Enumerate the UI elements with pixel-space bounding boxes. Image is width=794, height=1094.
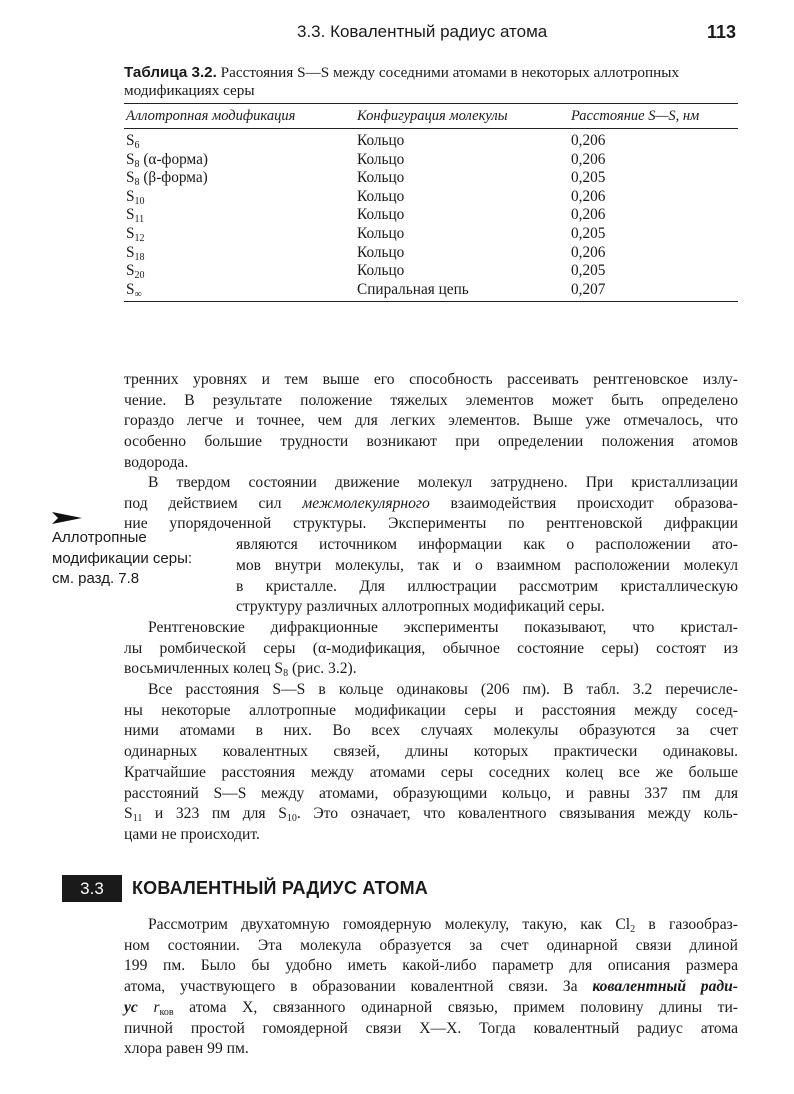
configuration-cell: Кольцо — [357, 206, 405, 224]
table-row — [124, 188, 738, 207]
text-line: восьмичленных колец $S_8$ (рис. 3.2). — [124, 660, 357, 680]
configuration-cell: Кольцо — [357, 262, 405, 280]
configuration-cell: Кольцо — [357, 187, 405, 205]
distance-cell: 0,205 — [571, 224, 606, 242]
text-line: 199 пм. Было бы удобно иметь какой-либо параметр для описания размера — [124, 957, 738, 975]
text-line: атома, участвующего в образовании ковалентной связи. За ковалентный ради- — [124, 978, 738, 996]
margin-arrow-icon — [52, 512, 82, 524]
configuration-cell: Спиральная цепь — [357, 280, 469, 298]
text-line: под действием сил межмолекулярного взаимодействия происходит образова- — [124, 494, 738, 512]
text-line: тренних уровнях и тем выше его способность рассеивать рентгеновское излу- — [124, 371, 738, 388]
text-line: Все расстояния S—S в кольце одинаковы (206 пм). В табл. 3.2 перечисле- — [148, 681, 738, 698]
section-title: КОВАЛЕНТНЫЙ РАДИУС АТОМА — [132, 878, 428, 898]
margin-note-line: см. разд. 7.8 — [52, 570, 140, 587]
table-caption — [124, 64, 738, 100]
text-line: ны некоторые аллотропные модификации серы и расстояния между сосед- — [124, 701, 738, 719]
table-header-configuration: Конфигурация молекулы — [357, 108, 508, 124]
text-line: в кристалле. Для иллюстрации рассмотрим кристаллическую — [236, 577, 738, 595]
text-line: пичной простой гомоядерной связи X—X. Тогда ковалентный радиус атома — [124, 1019, 738, 1037]
text-line: мов внутри молекулы, так и о взаимном расположении молекул — [236, 556, 738, 574]
margin-note-line: модификации серы: — [52, 549, 193, 567]
text-line: структуру различных аллотропных модификаций серы. — [236, 598, 605, 616]
table-caption-text-2: модификациях серы — [124, 82, 255, 99]
paragraph-4 — [124, 680, 738, 846]
running-title: 3.3. Ковалентный радиус атома — [297, 22, 548, 41]
table-header-modification: Аллотропная модификация — [126, 108, 296, 124]
distance-cell: 0,206 — [571, 150, 606, 168]
running-header — [124, 22, 738, 44]
text-line: чение. В результате положение тяжелых элементов может быть определено — [124, 391, 738, 409]
paragraph-3 — [124, 618, 738, 680]
table-row — [124, 225, 738, 244]
table-header-rule — [124, 128, 738, 129]
text-line: расстояний S—S между атомами, образующими кольцо, и равны 337 пм для — [124, 784, 738, 802]
margin-note-line: Аллотропные — [52, 529, 147, 546]
table-row — [124, 281, 738, 300]
table-header-distance: Расстояние S—S, нм — [571, 108, 700, 124]
allotrope-cell: $S_{12}$ — [126, 224, 145, 244]
text-line: особенно большие трудности возникают при определении положения атомов — [124, 433, 738, 451]
text-line: цами не происходит. — [124, 825, 260, 843]
text-line: водорода. — [124, 453, 189, 471]
allotrope-cell: $S_{10}$ — [126, 187, 145, 207]
allotrope-cell: $S_{11}$ — [126, 206, 145, 226]
text-line: Рассмотрим двухатомную гомоядерную молекулу, такую, как $Cl_2$ в газообраз- — [148, 916, 738, 935]
distance-cell: 0,205 — [571, 169, 606, 187]
paragraph-5 — [124, 915, 738, 1060]
table-caption-text-1: Расстояния S—S между соседними атомами в некоторых аллотропных — [220, 64, 680, 81]
allotrope-cell: $S_8$ (β-форма) — [126, 169, 208, 189]
text-line: В твердом состоянии движение молекул затруднено. При кристаллизации — [148, 474, 738, 491]
text-line: Рентгеновские дифракционные эксперименты показывают, что кристал- — [148, 619, 738, 636]
allotrope-cell: $S_{20}$ — [126, 262, 145, 282]
table-row — [124, 169, 738, 188]
defined-term: ковалентный ради- — [592, 978, 738, 996]
text-line: являются источником информации как о расположении ато- — [236, 536, 738, 554]
text-line: лы ромбической серы (α-модификация, обычное состояние серы) состоят из — [124, 639, 738, 657]
page-number: 113 — [706, 22, 736, 42]
distance-cell: 0,206 — [571, 132, 606, 149]
table-row — [124, 244, 738, 263]
configuration-cell: Кольцо — [357, 132, 405, 149]
italic-term: межмолекулярного — [302, 494, 430, 512]
table-label: Таблица 3.2. — [124, 64, 217, 81]
allotrope-cell: $S_{18}$ — [126, 243, 145, 263]
configuration-cell: Кольцо — [357, 169, 405, 187]
distance-cell: 0,207 — [571, 280, 606, 298]
configuration-cell: Кольцо — [357, 243, 405, 261]
distance-cell: 0,205 — [571, 262, 606, 280]
paragraph-1 — [124, 370, 738, 474]
text-line: одинарных ковалентных связей, длины которых практически одинаковы. — [124, 743, 738, 761]
distance-cell: 0,206 — [571, 206, 606, 224]
distance-cell: 0,206 — [571, 187, 606, 205]
configuration-cell: Кольцо — [357, 150, 405, 168]
allotrope-cell: $S_6$ — [126, 132, 140, 151]
table-row — [124, 151, 738, 170]
configuration-cell: Кольцо — [357, 224, 405, 242]
allotrope-cell: $S_\infty$ — [126, 280, 142, 300]
text-line: ус $r_{ков}$ атома X, связанного одинарной связью, примем половину длины ти- — [124, 998, 738, 1018]
text-line: ном состоянии. Эта молекула образуется за счет одинарной связи длиной — [124, 936, 738, 954]
section-number-badge: 3.3 — [62, 875, 122, 902]
table-row — [124, 132, 738, 151]
distance-cell: 0,206 — [571, 243, 606, 261]
text-line: $S_{11}$ и 323 пм для $S_{10}$. Это означает, что ковалентного связывания между коль- — [124, 805, 738, 825]
table-row — [124, 262, 738, 281]
table-row — [124, 206, 738, 225]
text-line: гораздо легче и точнее, чем для легких элементов. Выше уже отмечалось, что — [124, 412, 738, 430]
text-line: хлора равен 99 пм. — [124, 1040, 249, 1058]
text-line: ними атомами в них. Во всех случаях молекулы образуются за счет — [124, 722, 738, 740]
paragraph-2 — [124, 473, 738, 618]
table-body — [124, 132, 738, 299]
table-top-rule — [124, 103, 738, 104]
allotrope-cell: $S_8$ (α-форма) — [126, 150, 208, 170]
table-bottom-rule — [124, 301, 738, 302]
margin-note — [52, 528, 192, 590]
text-line: ние упорядоченной структуры. Эксперименты по рентгеновской дифракции — [124, 515, 738, 533]
text-line: Кратчайшие расстояния между атомами серы соседних колец все же больше — [124, 763, 738, 781]
